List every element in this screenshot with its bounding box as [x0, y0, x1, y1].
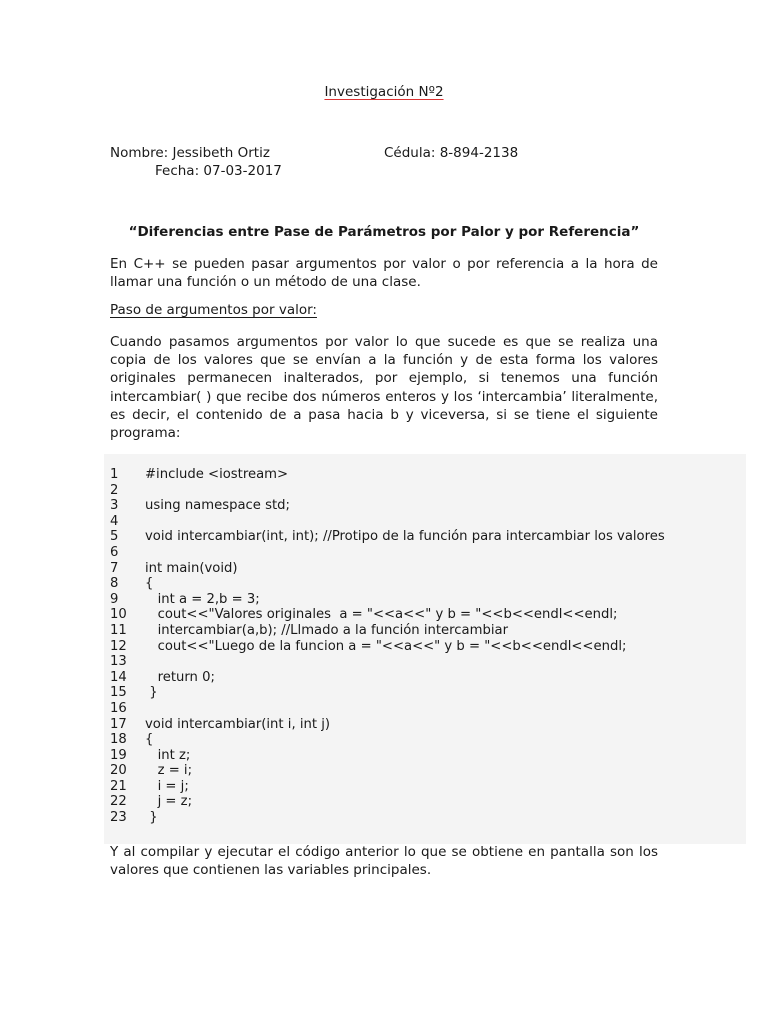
line-number: 21 [110, 778, 127, 794]
code-line [110, 561, 665, 577]
code-line [110, 732, 665, 748]
code-line [110, 483, 665, 499]
line-number: 12 [110, 638, 127, 654]
code-line [110, 670, 665, 686]
code-line [110, 467, 665, 483]
line-number: 18 [110, 732, 127, 748]
code-text: { [145, 732, 154, 748]
code-line [110, 779, 665, 795]
line-number: 20 [110, 763, 127, 779]
code-text: cout<<"Luego de la funcion a = "<<a<<" y b = "<<b<<endl<<endl; [145, 638, 627, 654]
code-line [110, 810, 665, 826]
code-text: int a = 2,b = 3; [145, 591, 260, 607]
line-number: 10 [110, 607, 127, 623]
code-text: using namespace std; [145, 498, 290, 514]
code-line [110, 748, 665, 764]
author-name: Nombre: Jessibeth Ortiz [110, 145, 270, 161]
line-number: 7 [110, 560, 119, 576]
code-line [110, 623, 665, 639]
line-number: 14 [110, 669, 127, 685]
line-number: 1 [110, 467, 119, 482]
code-block [110, 467, 665, 826]
code-text: return 0; [145, 669, 215, 685]
code-line [110, 794, 665, 810]
body-paragraph: Cuando pasamos argumentos por valor lo que sucede es que se realiza una copia de los valores que se envían a la función y de esta forma los valores originales permanecen inalterados, por ejemplo, si tenemos una función intercambiar( ) que recibe dos números enteros y los ‘intercambia’ literalmente, es decir, el contenido de a pasa hacia b y viceversa, si se tiene el siguiente programa: [110, 334, 658, 442]
line-number: 8 [110, 576, 119, 592]
code-text: } [145, 810, 158, 826]
code-text: int main(void) [145, 560, 238, 576]
line-number: 13 [110, 654, 127, 670]
line-number: 3 [110, 498, 119, 514]
line-number: 11 [110, 622, 127, 638]
line-number: 5 [110, 529, 119, 545]
code-text: int z; [145, 747, 191, 763]
code-text: z = i; [145, 763, 193, 779]
line-number: 15 [110, 685, 127, 701]
code-text: cout<<"Valores originales a = "<<a<<" y b = "<<b<<endl<<endl; [145, 607, 618, 623]
code-text: } [145, 685, 158, 701]
subsection-heading: Paso de argumentos por valor: [110, 302, 317, 318]
code-line [110, 514, 665, 530]
code-text: #include <iostream> [145, 467, 289, 482]
section-heading: “Diferencias entre Pase de Parámetros por Palor y por Referencia” [128, 224, 640, 240]
code-text: void intercambiar(int, int); //Protipo de la función para intercambiar los valores [145, 529, 665, 545]
code-line [110, 545, 665, 561]
code-text: { [145, 576, 154, 592]
code-line [110, 607, 665, 623]
document-date: Fecha: 07-03-2017 [155, 163, 282, 179]
line-number: 16 [110, 700, 127, 716]
code-line [110, 576, 665, 592]
line-number: 9 [110, 591, 119, 607]
closing-paragraph: Y al compilar y ejecutar el código anterior lo que se obtiene en pantalla son los valores que contienen las variables principales. [110, 844, 658, 879]
code-line [110, 654, 665, 670]
line-number: 6 [110, 544, 119, 560]
code-line [110, 685, 665, 701]
line-number: 2 [110, 482, 119, 498]
code-line [110, 592, 665, 608]
code-line [110, 763, 665, 779]
code-line [110, 701, 665, 717]
id-number: Cédula: 8-894-2138 [384, 145, 519, 161]
code-text: void intercambiar(int i, int j) [145, 716, 331, 732]
code-text: j = z; [145, 794, 193, 810]
line-number: 17 [110, 716, 127, 732]
code-line [110, 717, 665, 733]
line-number: 19 [110, 747, 127, 763]
line-number: 4 [110, 513, 119, 529]
code-line [110, 529, 665, 545]
intro-paragraph: En C++ se pueden pasar argumentos por valor o por referencia a la hora de llamar una función o un método de una clase. [110, 256, 658, 291]
title-text: Investigación Nº2 [324, 84, 444, 100]
line-number: 22 [110, 794, 127, 810]
line-number: 23 [110, 810, 127, 826]
code-text: i = j; [145, 778, 189, 794]
document-title [0, 84, 768, 100]
code-text: intercambiar(a,b); //Llmado a la función intercambiar [145, 622, 509, 638]
code-line [110, 639, 665, 655]
code-line [110, 498, 665, 514]
